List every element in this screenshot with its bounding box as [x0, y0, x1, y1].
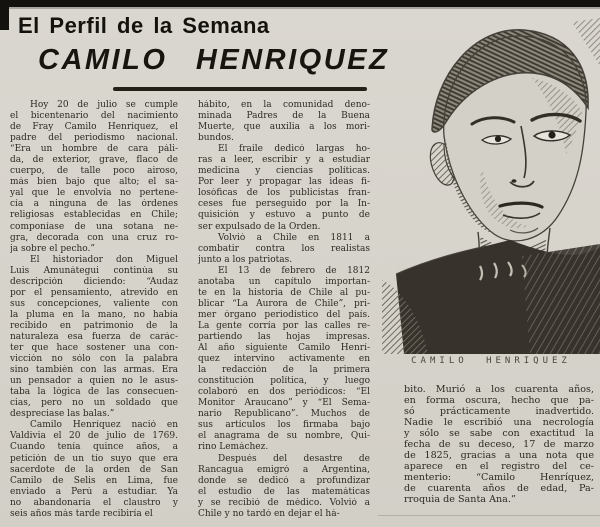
article-line: Muerte, que auxilia a los mori-: [198, 122, 370, 133]
portrait-sketch-icon: [382, 18, 600, 354]
article-line: un pensador a quien no le asus-: [10, 376, 178, 387]
article-line: nario Republicano”. Muchos de: [198, 409, 370, 420]
scan-edge-corner: [0, 0, 9, 30]
article-line: naturaleza esa fuerza de carác-: [10, 331, 178, 342]
article-line: El 13 de febrero de 1812: [218, 265, 370, 276]
portrait-illustration: [382, 18, 600, 354]
article-line: Hoy 20 de julio se cumple: [30, 100, 178, 110]
article-line: colaboró en dos periódicos: “El: [198, 387, 370, 398]
clipping-bottom-edge: [378, 515, 600, 516]
article-line: Luis Amunátegui continúa su: [10, 265, 178, 276]
article-line: cuerpo, de talle poco airoso,: [10, 166, 178, 177]
article-line: Después del desastre de: [218, 453, 370, 464]
article-line: petición de un tío suyo que era: [10, 453, 178, 464]
article-line: da, de exterior, grave, flaco de: [10, 155, 178, 166]
article-line: Camilo de Selis en Lima, fue: [10, 475, 178, 486]
article-line: Nadie le escribió una necrología: [404, 417, 594, 428]
article-line: el anagrama de su nombre, Qui-: [198, 431, 370, 442]
article-line: ter que hace sostener una con-: [10, 343, 178, 354]
article-line: rroquia de Santa Ana.”: [404, 494, 516, 505]
article-column-3: [404, 384, 594, 505]
article-line: el bicentenario del nacimiento: [10, 111, 178, 122]
article-line: menterio: “Camilo Henríquez,: [404, 472, 594, 483]
article-line: recibido en patrimonio de la: [10, 320, 178, 331]
article-line: sino también con las armas. Era: [10, 365, 178, 376]
article-line: enviado a Perú a estudiar. Ya: [10, 486, 178, 497]
article-line: vicción no sólo con la palabra: [10, 354, 178, 365]
article-line: y sólo se sabe con exactitud la: [404, 428, 594, 439]
article-line: ser expulsado de la Orden.: [198, 221, 321, 232]
article-line: medicina y ciencias políticas.: [198, 166, 370, 177]
article-line: Rancagua emigró a Argentina,: [198, 464, 370, 475]
article-title: CAMILO HENRIQUEZ: [38, 44, 390, 76]
article-line: Cuando tenía quince años, a: [10, 442, 178, 453]
article-line: quisición y estuvo a punto de: [198, 210, 370, 221]
article-line: ras a leer, escribir y a estudiar: [198, 155, 370, 166]
article-line: rino Lemáchez.: [198, 442, 269, 453]
article-line: por el pensamiento, atrevido en: [10, 287, 178, 298]
article-line: sus artículos los firmaba bajo: [198, 420, 370, 431]
article-line: donde se dedicó a profundizar: [198, 475, 370, 486]
article-line: quez intervino activamente en: [198, 354, 370, 365]
article-line: Valdivia el 20 de julio de 1769.: [10, 431, 178, 442]
article-line: sacerdote de la orden de San: [10, 464, 178, 475]
article-line: de Fray Camilo Henríquez, el: [10, 122, 178, 133]
article-line: gra, decorada con una cruz ro-: [10, 232, 178, 243]
article-line: El historiador don Miguel: [30, 254, 178, 265]
article-column-1: [10, 100, 178, 520]
article-line: te en la historia de Chile al pu-: [198, 287, 370, 298]
article-line: y se recibió de médico. Volvió a: [198, 497, 370, 508]
article-line: la pluma en la mano, no había: [10, 309, 178, 320]
article-line: la redacción de la primera: [198, 365, 370, 376]
article-line: La gente corría por las calles re-: [198, 320, 370, 331]
article-line: no abandonaría el claustro y: [10, 497, 178, 508]
article-line: yal que le envolvía no pertene-: [10, 188, 178, 199]
article-line: descripción diciendo: “Audaz: [10, 276, 178, 287]
article-line: seis años más tarde recibiría el: [10, 508, 153, 519]
article-line: Chile y no tardó en dejar el há-: [198, 508, 340, 519]
article-column-2: [198, 100, 370, 520]
article-line: Al año siguiente Camilo Henrí-: [198, 343, 370, 354]
section-kicker: El Perfil de la Semana: [18, 13, 270, 38]
article-line: Volvió a Chile en 1811 a: [218, 232, 370, 243]
article-line: só prácticamente inadvertido.: [404, 406, 594, 417]
article-line: aparece en el registro del ce-: [404, 461, 594, 472]
article-line: de 1825, gracias a una nota que: [404, 450, 594, 461]
article-line: hábito, en la comunidad deno-: [198, 100, 370, 110]
article-line: losóficas de los publicistas fran-: [198, 188, 370, 199]
scan-edge-top: [0, 0, 600, 7]
article-line: despreciase las balas.”: [10, 409, 115, 420]
portrait-caption: CAMILO HENRIQUEZ: [411, 356, 571, 366]
article-line: cía a ninguna de las órdenes: [10, 199, 178, 210]
article-line: junto a los patriotas.: [198, 254, 293, 265]
article-line: más bien bajo que alto; el sa-: [10, 177, 178, 188]
article-line: cias, pero no un soldado que: [10, 398, 178, 409]
article-line: mer órgano periodístico del país.: [198, 309, 370, 320]
article-line: fecha de su deceso, 17 de marzo: [404, 439, 594, 450]
article-line: blicar “La Aurora de Chile”, pri-: [198, 298, 370, 309]
article-line: ceses fue perseguido por la In-: [198, 199, 370, 210]
article-line: padre del periodismo nacional.: [10, 133, 178, 144]
article-line: partiendo las hojas impresas.: [198, 331, 370, 342]
article-line: bundos.: [198, 133, 235, 144]
article-line: El fraile dedicó largas ho-: [218, 144, 370, 155]
article-line: constitución política, y luego: [198, 376, 370, 387]
article-line: componíase de una sotana ne-: [10, 221, 178, 232]
title-underline: [113, 87, 367, 91]
article-line: “Era un hombre de cara páli-: [10, 144, 178, 155]
article-line: el estudio de las matemáticas: [198, 486, 370, 497]
article-line: Camilo Henríquez nació en: [30, 420, 178, 431]
article-line: Monitor Araucano” y “El Sema-: [198, 398, 370, 409]
article-line: anotaba un capítulo importan-: [198, 276, 370, 287]
article-line: minada Padres de la Buena: [198, 111, 370, 122]
article-line: bito. Murió a los cuarenta años,: [404, 384, 594, 395]
article-line: religiosas establecidas en Chile;: [10, 210, 178, 221]
article-line: combatir contra los realistas: [198, 243, 370, 254]
article-line: de cuarenta años de edad, Pa-: [404, 483, 594, 494]
article-line: en forma oscura, hecho que pa-: [404, 395, 594, 406]
article-line: taba la lógica de las consecuen-: [10, 387, 178, 398]
article-line: Por leer y propagar las ideas fi-: [198, 177, 370, 188]
article-line: sus concepciones, valiente con: [10, 298, 178, 309]
article-line: ja sobre el pecho.”: [10, 243, 96, 254]
